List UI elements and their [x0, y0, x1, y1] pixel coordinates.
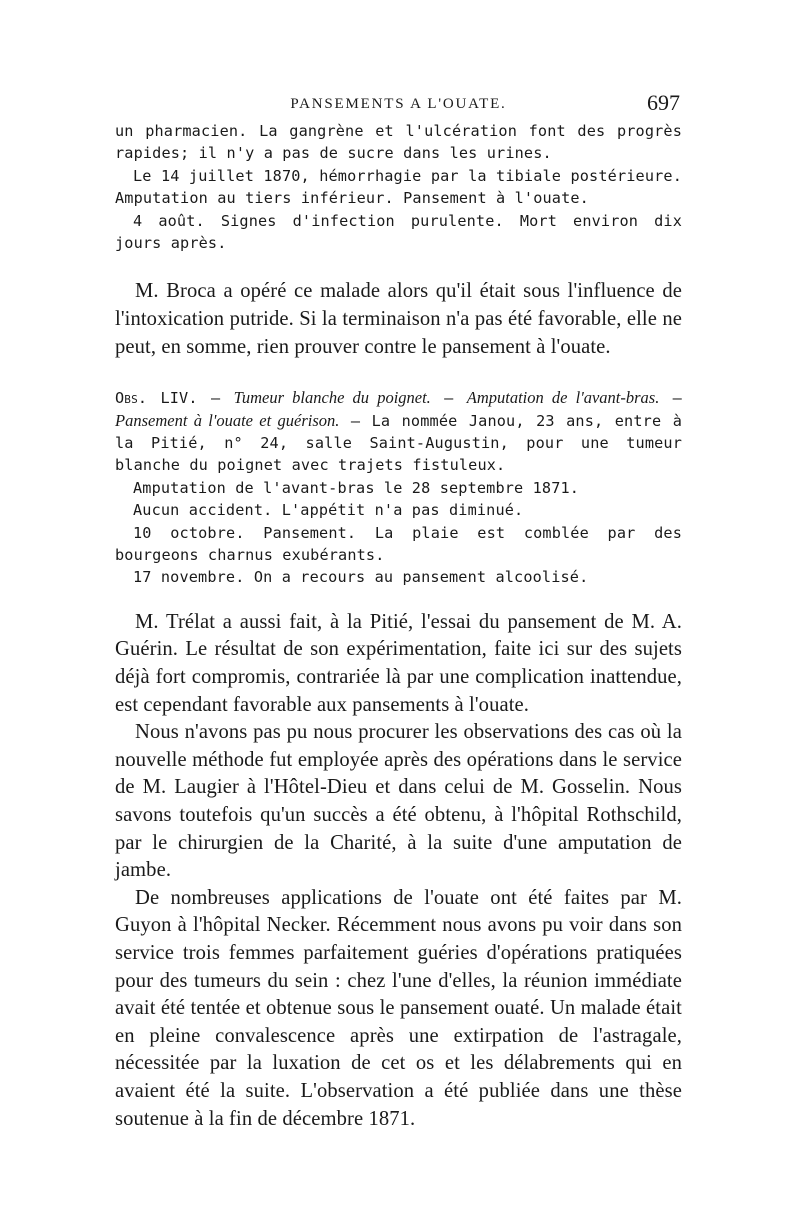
book-page	[115, 88, 682, 1133]
observation-paragraph: 10 octobre. Pansement. La plaie est comblée par des bourgeons charnus exubérants.	[115, 523, 682, 565]
case-paragraph: Le 14 juillet 1870, hémorrhagie par la tibiale postérieure. Amputation au tiers inférieur. Pansement à l'ouate.	[115, 166, 682, 208]
commentary-other-surgeons	[115, 609, 682, 1133]
observation-label: Obs. LIV.	[115, 389, 198, 408]
commentary-paragraph: M. Broca a opéré ce malade alors qu'il était sous l'influence de l'intoxication putride. Si la terminaison n'a pas été favorable, elle ne peut, en somme, rien prouver contre le pansement à l'ouate.	[115, 280, 682, 358]
commentary-paragraph: De nombreuses applications de l'ouate ont été faites par M. Guyon à l'hôpital Necker. Récemment nous avons pu voir dans son service trois femmes parfaitement guéries d'opérations pratiquées pour des tumeurs du sein : chez l'une d'elles, la réunion immédiate avait été tentée et obtenue sous le pansement ouaté. Un malade était en pleine convalescence après une extirpation de l'astragale, nécessitée par la luxation de cet os et les délabrements qui en avaient été la suite. L'observation a été publiée dans une thèse soutenue à la fin de décembre 1871.	[115, 886, 682, 1130]
running-head	[115, 88, 682, 120]
case-paragraph: un pharmacien. La gangrène et l'ulcération font des progrès rapides; il n'y a pas de sucre dans les urines.	[115, 122, 682, 163]
commentary-paragraph: Nous n'avons pas pu nous procurer les observations des cas où la nouvelle méthode fut employée après des opérations dans le service de M. Laugier à l'Hôtel-Dieu et dans celui de M. Gosselin. Nous savons toutefois qu'un succès a été obtenu, à l'hôpital Rothschild, par le chirurgien de la Charité, à la suite d'une amputation de jambe.	[115, 721, 682, 882]
observation-paragraph: Aucun accident. L'appétit n'a pas diminué.	[133, 501, 524, 520]
observation-title-2: Amputation de l'avant-bras.	[466, 388, 660, 408]
case-paragraph: 4 août. Signes d'infection purulente. Mort environ dix jours après.	[115, 211, 682, 253]
observation-title-1: Tumeur blanche du poignet.	[233, 388, 431, 408]
observation-title-3: Pansement à l'ouate et guérison.	[115, 410, 340, 430]
observation-liv	[115, 387, 682, 589]
page-number: 697	[647, 90, 680, 115]
commentary-paragraph: M. Trélat a aussi fait, à la Pitié, l'essai du pansement de M. A. Guérin. Le résultat de son expérimentation, faite ici sur des sujets déjà fort compromis, contrariée là par une complication inattendue, est cependant favorable aux pansements à l'ouate.	[115, 610, 682, 716]
observation-intro: La nommée Janou, 23 ans, entre à la Pitié, n° 24, salle Saint-Augustin, pour une tumeur blanche du poignet avec trajets fistuleux.	[115, 411, 682, 475]
running-title: PANSEMENTS A L'OUATE.	[290, 96, 507, 112]
observation-paragraph: Amputation de l'avant-bras le 28 septembre 1871.	[133, 478, 580, 497]
commentary-broca	[115, 278, 682, 361]
observation-heading: Obs. LIV. — Tumeur blanche du poignet. — Amputation de l'avant-bras. — Pansement à l'ouate et guérison. — La nommée Janou, 23 ans, entre à la Pitié, n° 24, salle Saint-Augustin, pour une tumeur blanche du poignet avec trajets fistuleux.	[115, 388, 682, 475]
case-continued	[115, 120, 682, 254]
observation-paragraph: 17 novembre. On a recours au pansement alcoolisé.	[133, 568, 589, 587]
